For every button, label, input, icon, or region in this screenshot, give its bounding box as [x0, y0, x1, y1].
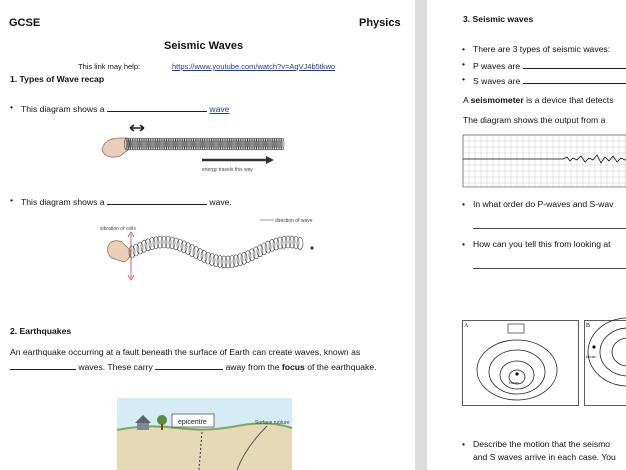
earthquake-paragraph-line2 — [10, 361, 377, 372]
q2-suffix: wave. — [209, 197, 232, 207]
seismometer-rest: is a device that detects — [526, 95, 614, 105]
order-question: • In what order do P-waves and S-wav — [473, 200, 613, 209]
earthquake-cross-section — [117, 398, 292, 470]
q1-caption: energy travels this way — [202, 167, 253, 173]
diagram-intro: The diagram shows the output from a — [463, 115, 606, 125]
how-question: • How can you tell this from looking at — [473, 240, 611, 249]
worksheet-page-2 — [427, 0, 626, 470]
epicentre-label: epicentre — [178, 419, 207, 426]
carry-blank[interactable] — [155, 361, 223, 370]
para-end-text: of the earthquake. — [307, 362, 377, 372]
seismograph-trace — [463, 135, 626, 187]
earthquake-paragraph-line1: An earthquake occurring at a fault beneath the surface of Earth can create waves, known as — [10, 347, 361, 357]
surface-rupture-label: Surface rupture — [255, 420, 290, 426]
p-waves-label: P waves are — [473, 61, 521, 71]
wave-type-blank[interactable] — [10, 361, 76, 370]
how-answer-line[interactable] — [473, 268, 626, 269]
p-waves-blank[interactable] — [523, 60, 626, 69]
q2-caption-left: vibration of coils — [100, 226, 136, 232]
section2-heading: 2. Earthquakes — [10, 326, 72, 336]
p-waves-bullet — [473, 60, 626, 71]
q2-line — [21, 196, 232, 207]
fig-b-label: B — [586, 323, 591, 329]
describe-question-line2: and S waves arrive in each case. You — [473, 452, 616, 462]
header-subject-level: GCSE — [9, 17, 41, 29]
section1-heading: 1. Types of Wave recap — [10, 74, 105, 84]
focus-label-b: focus — [586, 354, 596, 359]
para-mid-text: waves. These carry — [78, 362, 153, 372]
para-pre-focus-text: away from the — [225, 362, 280, 372]
order-answer-line[interactable] — [473, 228, 626, 229]
q1-suffix: wave — [209, 104, 230, 114]
q2-answer-blank[interactable] — [107, 196, 207, 205]
q1-answer-blank[interactable] — [107, 103, 207, 112]
s-waves-label: S waves are — [473, 76, 521, 86]
seismometer-figures — [462, 320, 626, 410]
describe-question-line1: • Describe the motion that the seismo — [473, 440, 610, 449]
seismometer-term: seismometer — [470, 95, 524, 105]
header-subject: Physics — [359, 17, 401, 29]
seismometer-sentence — [463, 96, 614, 105]
video-link[interactable]: https://www.youtube.com/watch?v=AqVJ4b5tkwo — [172, 62, 336, 71]
focus-word: focus — [281, 362, 305, 372]
s-waves-blank[interactable] — [523, 75, 626, 84]
q1-prefix: This diagram shows a — [21, 104, 105, 114]
q1-line — [21, 103, 229, 114]
q2-prefix: This diagram shows a — [21, 197, 105, 207]
page-title: Seismic Waves — [164, 40, 244, 52]
s-waves-bullet — [473, 75, 626, 86]
link-label: This link may help: — [78, 62, 141, 71]
seismic-types-bullet: • There are 3 types of seismic waves: — [473, 45, 610, 54]
focus-label-a: focus — [509, 380, 519, 385]
section3-heading: 3. Seismic waves — [463, 14, 534, 24]
transverse-wave-diagram — [100, 216, 320, 286]
fig-a-label: A — [464, 323, 469, 329]
seismometer-prefix: A — [463, 95, 469, 105]
longitudinal-wave-diagram — [98, 120, 288, 175]
q2-caption-right: direction of wave — [275, 218, 313, 224]
